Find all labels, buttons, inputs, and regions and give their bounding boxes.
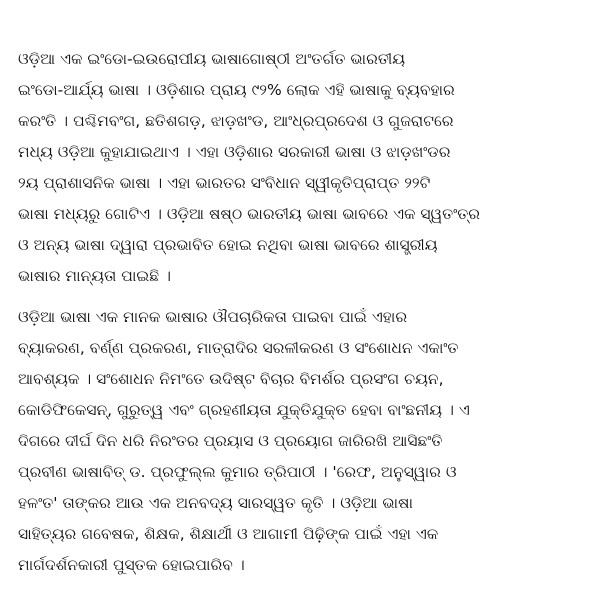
text-line: ଭାଷାର ମାନ୍ୟତା ପାଇଛି ।	[18, 267, 171, 285]
text-line: ଓଡ଼ିଆ ଏକ ଇଂଡୋ-ଇଉରୋପୀୟ ଭାଷାଗୋଷ୍ଠୀ ଅଂତର୍ଗତ ଭାରତୀୟ	[18, 50, 406, 68]
paragraph-1	[18, 44, 582, 292]
document-body	[18, 44, 582, 581]
text-line: କରଂତି । ପଶ୍ଚିମବଂଗ, ଛତିଶଗଡ଼, ଝାଡ଼ଖଂଡ, ଆଂଧ୍ରପ୍ରଦେଶ ଓ ଗୁଜରାଟରେ	[18, 112, 454, 130]
text-line: ଦିଗରେ ଦୀର୍ଘ ଦିନ ଧରି ନିରଂତର ପ୍ରୟାସ ଓ ପ୍ରୟୋଗ ଜାରିରଖି ଆସିଛଂତି	[18, 432, 443, 450]
text-line: ଭାଷା ମଧ୍ୟରୁ ଗୋଟିଏ । ଓଡ଼ିଆ ଷଷ୍ଠ ଭାରତୀୟ ଭାଷା ଭାବରେ ଏକ ସ୍ୱତଂତ୍ର	[18, 205, 481, 223]
text-line: କୋଡିଫିକେସନ୍, ଗୁରୁତ୍ୱ ଏବଂ ଗ୍ରହଣୀୟତା ଯୁକ୍ତିଯୁକ୍ତ ହେବା ବାଂଛନୀୟ । ଏ	[18, 401, 470, 419]
text-line: ସାହିତ୍ୟର ଗବେଷକ, ଶିକ୍ଷକ, ଶିକ୍ଷାର୍ଥୀ ଓ ଆଗାମୀ ପିଢ଼ିଙ୍କ ପାଇଁ ଏହା ଏକ	[18, 525, 439, 543]
text-line: ପ୍ରବୀଣ ଭାଷାବିତ୍ ଡ. ପ୍ରଫୁଲ୍ଲ କୁମାର ତ୍ରିପାଠୀ । 'ରେଫ, ଅନୁସ୍ୱାର ଓ	[18, 463, 457, 481]
text-line: ବ୍ୟାକରଣ, ବର୍ଣ୍ଣ ପ୍ରକରଣ, ମାତ୍ରାଦିର ସରଳୀକରଣ ଓ ସଂଶୋଧନ ଏକାଂତ	[18, 339, 459, 357]
text-line: ୨ୟ ପ୍ରାଶାସନିକ ଭାଷା । ଏହା ଭାରତର ସଂବିଧାନ ସ୍ୱୀକୃତିପ୍ରାପ୍ତ ୨୨ଟି	[18, 174, 431, 192]
text-line: ଇଂଡୋ-ଆର୍ଯ୍ୟ ଭାଷା । ଓଡ଼ିଶାର ପ୍ରାୟ ୯୨% ଲୋକ ଏହି ଭାଷାକୁ ବ୍ୟବହାର	[18, 81, 455, 99]
text-line: ମାର୍ଗଦର୍ଶନକାରୀ ପୁସ୍ତକ ହୋଇପାରିବ ।	[18, 556, 245, 574]
paragraph-2	[18, 302, 582, 581]
text-line: ମଧ୍ୟ ଓଡ଼ିଆ କୁହାଯାଇଥାଏ । ଏହା ଓଡ଼ିଶାର ସରକାରୀ ଭାଷା ଓ ଝାଡ଼ଖଂଡର	[18, 143, 451, 161]
text-line: ଆବଶ୍ୟକ । ସଂଶୋଧନ ନିମଂତେ ଉଦିଷ୍ଟ ବିଚାର ବିମର୍ଶର ପ୍ରସଂଗ ଚୟନ,	[18, 370, 444, 388]
text-line: ହଳଂତ' ତାଙ୍କର ଆଉ ଏକ ଅନବଦ୍ୟ ସାରସ୍ୱତ କୃତି । ଓଡ଼ିଆ ଭାଷା	[18, 494, 414, 512]
text-line: ଓଡ଼ିଆ ଭାଷା ଏକ ମାନକ ଭାଷାର ଔପଚାରିକତା ପାଇବା ପାଇଁ ଏହାର	[18, 308, 408, 326]
text-line: ଓ ଅନ୍ୟ ଭାଷା ଦ୍ୱାରା ପ୍ରଭାବିତ ହୋଇ ନଥିବା ଭାଷା ଭାବରେ ଶାସ୍ତ୍ରୀୟ	[18, 236, 438, 254]
